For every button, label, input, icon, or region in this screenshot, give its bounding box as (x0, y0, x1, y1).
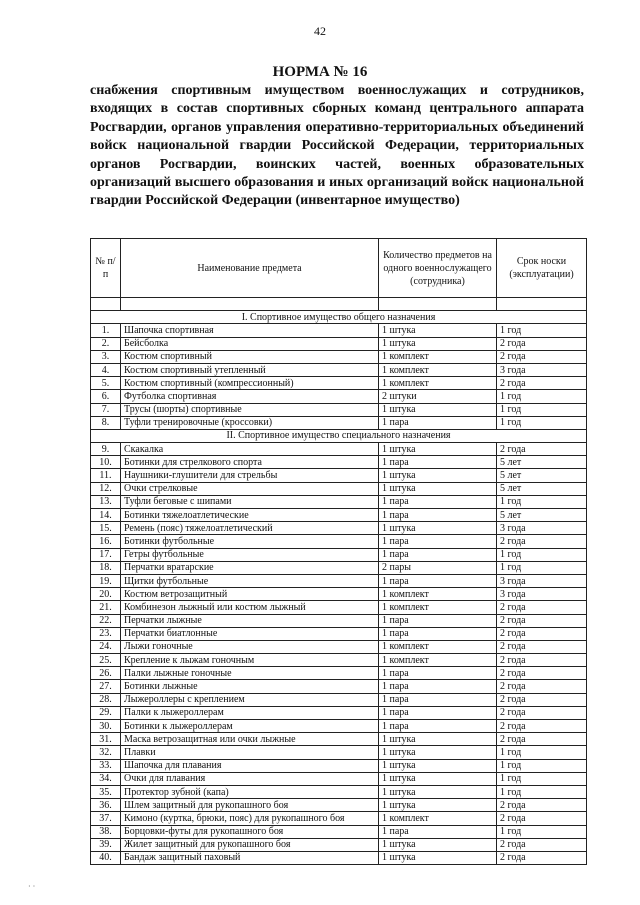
cell-name: Жилет защитный для рукопашного боя (121, 838, 379, 851)
section-title: I. Спортивное имущество общего назначения (91, 311, 587, 324)
cell-num: 15. (91, 522, 121, 535)
table-row (91, 535, 587, 548)
table-row (91, 614, 587, 627)
cell-qty: 1 штука (379, 469, 497, 482)
table-row (91, 627, 587, 640)
cell-num: 1. (91, 324, 121, 337)
cell-name: Костюм спортивный (компрессионный) (121, 377, 379, 390)
cell-name: Трусы (шорты) спортивные (121, 403, 379, 416)
table-row (91, 601, 587, 614)
cell-qty: 1 штука (379, 759, 497, 772)
cell-qty: 1 пара (379, 509, 497, 522)
table-row (91, 759, 587, 772)
cell-qty: 1 пара (379, 416, 497, 429)
cell-name: Футболка спортивная (121, 390, 379, 403)
cell-name: Ботинки лыжные (121, 680, 379, 693)
cell-qty: 1 пара (379, 548, 497, 561)
cell-name: Ботинки футбольные (121, 535, 379, 548)
cell-num: 31. (91, 733, 121, 746)
table-row (91, 363, 587, 376)
table-row (91, 337, 587, 350)
table-row (91, 838, 587, 851)
table-row (91, 403, 587, 416)
table-header-row (91, 239, 587, 298)
cell-qty: 1 комплект (379, 377, 497, 390)
cell-term: 3 года (497, 522, 587, 535)
cell-name: Лыжи гоночные (121, 640, 379, 653)
cell-term: 1 год (497, 324, 587, 337)
cell-name: Маска ветрозащитная или очки лыжные (121, 733, 379, 746)
cell-term: 2 года (497, 851, 587, 864)
cell-term: 3 года (497, 588, 587, 601)
table-row (91, 390, 587, 403)
table-row (91, 588, 587, 601)
header-num: № п/п (91, 239, 121, 298)
cell-term: 2 года (497, 443, 587, 456)
table-row (91, 495, 587, 508)
cell-name: Очки для плавания (121, 772, 379, 785)
cell-qty: 1 комплект (379, 654, 497, 667)
cell-term: 5 лет (497, 456, 587, 469)
cell-num: 38. (91, 825, 121, 838)
cell-term: 5 лет (497, 509, 587, 522)
cell-num: 8. (91, 416, 121, 429)
cell-num: 4. (91, 363, 121, 376)
cell-num: 19. (91, 574, 121, 587)
cell-name: Ремень (пояс) тяжелоатлетический (121, 522, 379, 535)
cell-term: 2 года (497, 377, 587, 390)
cell-name: Бандаж защитный паховый (121, 851, 379, 864)
table-row (91, 469, 587, 482)
cell-qty: 1 пара (379, 706, 497, 719)
section-header-row (91, 429, 587, 442)
cell-name: Туфли тренировочные (кроссовки) (121, 416, 379, 429)
scan-mark: · · (28, 882, 36, 891)
cell-num: 2. (91, 337, 121, 350)
cell-qty: 1 пара (379, 720, 497, 733)
cell-term: 1 год (497, 548, 587, 561)
cell-num: 40. (91, 851, 121, 864)
table-row (91, 746, 587, 759)
cell-qty: 1 пара (379, 825, 497, 838)
section-header-row (91, 311, 587, 324)
cell-num: 27. (91, 680, 121, 693)
table-row (91, 667, 587, 680)
cell-term: 1 год (497, 759, 587, 772)
cell-num: 7. (91, 403, 121, 416)
cell-qty: 1 штука (379, 482, 497, 495)
cell-name: Комбинезон лыжный или костюм лыжный (121, 601, 379, 614)
cell-term: 5 лет (497, 482, 587, 495)
cell-num: 22. (91, 614, 121, 627)
cell-name: Шапочка для плавания (121, 759, 379, 772)
cell-name: Ботинки к лыжероллерам (121, 720, 379, 733)
cell-name: Перчатки биатлонные (121, 627, 379, 640)
cell-qty: 1 пара (379, 456, 497, 469)
header-spacer-row (91, 298, 587, 311)
cell-qty: 1 комплект (379, 350, 497, 363)
cell-term: 2 года (497, 693, 587, 706)
cell-term: 2 года (497, 654, 587, 667)
document-title: НОРМА № 16 (272, 64, 368, 80)
cell-qty: 1 пара (379, 680, 497, 693)
header-name: Наименование предмета (121, 239, 379, 298)
cell-name: Скакалка (121, 443, 379, 456)
cell-term: 1 год (497, 416, 587, 429)
cell-num: 10. (91, 456, 121, 469)
cell-name: Палки лыжные гоночные (121, 667, 379, 680)
cell-num: 20. (91, 588, 121, 601)
table-row (91, 772, 587, 785)
cell-qty: 1 штука (379, 772, 497, 785)
cell-num: 18. (91, 561, 121, 574)
cell-term: 3 года (497, 363, 587, 376)
table-row (91, 825, 587, 838)
table-row (91, 416, 587, 429)
cell-name: Крепление к лыжам гоночным (121, 654, 379, 667)
cell-qty: 1 комплект (379, 601, 497, 614)
cell-num: 33. (91, 759, 121, 772)
norm-table (90, 238, 587, 865)
page-number: 42 (314, 24, 326, 38)
cell-qty: 2 штуки (379, 390, 497, 403)
cell-name: Ботинки для стрелкового спорта (121, 456, 379, 469)
cell-num: 13. (91, 495, 121, 508)
cell-term: 1 год (497, 785, 587, 798)
cell-num: 34. (91, 772, 121, 785)
cell-num: 3. (91, 350, 121, 363)
cell-qty: 1 штука (379, 443, 497, 456)
table-row (91, 509, 587, 522)
cell-qty: 1 пара (379, 495, 497, 508)
cell-qty: 1 пара (379, 574, 497, 587)
cell-num: 39. (91, 838, 121, 851)
cell-num: 28. (91, 693, 121, 706)
cell-name: Кимоно (куртка, брюки, пояс) для рукопашного боя (121, 812, 379, 825)
cell-name: Костюм ветрозащитный (121, 588, 379, 601)
cell-num: 25. (91, 654, 121, 667)
cell-name: Туфли беговые с шипами (121, 495, 379, 508)
cell-qty: 1 пара (379, 667, 497, 680)
cell-term: 2 года (497, 667, 587, 680)
cell-name: Бейсболка (121, 337, 379, 350)
cell-term: 2 года (497, 337, 587, 350)
cell-name: Лыжероллеры с креплением (121, 693, 379, 706)
table-row (91, 733, 587, 746)
cell-qty: 1 штука (379, 746, 497, 759)
cell-num: 9. (91, 443, 121, 456)
table-row (91, 574, 587, 587)
table-row (91, 654, 587, 667)
cell-name: Перчатки вратарские (121, 561, 379, 574)
cell-name: Гетры футбольные (121, 548, 379, 561)
cell-qty: 1 комплект (379, 640, 497, 653)
cell-name: Борцовки-футы для рукопашного боя (121, 825, 379, 838)
cell-term: 2 года (497, 535, 587, 548)
cell-num: 12. (91, 482, 121, 495)
table-row (91, 522, 587, 535)
cell-num: 14. (91, 509, 121, 522)
cell-term: 1 год (497, 561, 587, 574)
table-row (91, 561, 587, 574)
cell-qty: 1 пара (379, 614, 497, 627)
table-row (91, 851, 587, 864)
table-row (91, 693, 587, 706)
cell-name: Перчатки лыжные (121, 614, 379, 627)
cell-term: 2 года (497, 350, 587, 363)
cell-term: 2 года (497, 614, 587, 627)
cell-term: 2 года (497, 838, 587, 851)
cell-num: 36. (91, 799, 121, 812)
cell-qty: 1 пара (379, 627, 497, 640)
cell-num: 21. (91, 601, 121, 614)
cell-num: 17. (91, 548, 121, 561)
table-row (91, 456, 587, 469)
cell-qty: 1 комплект (379, 363, 497, 376)
cell-qty: 1 штука (379, 785, 497, 798)
cell-num: 26. (91, 667, 121, 680)
cell-name: Наушники-глушители для стрельбы (121, 469, 379, 482)
table-row (91, 706, 587, 719)
cell-qty: 2 пары (379, 561, 497, 574)
cell-qty: 1 штука (379, 851, 497, 864)
header-term: Срок носки (эксплуатации) (497, 239, 587, 298)
cell-term: 2 года (497, 640, 587, 653)
cell-num: 35. (91, 785, 121, 798)
cell-num: 30. (91, 720, 121, 733)
cell-term: 1 год (497, 746, 587, 759)
cell-term: 5 лет (497, 469, 587, 482)
cell-name: Протектор зубной (капа) (121, 785, 379, 798)
table-row (91, 377, 587, 390)
cell-name: Костюм спортивный утепленный (121, 363, 379, 376)
cell-term: 2 года (497, 799, 587, 812)
cell-term: 2 года (497, 720, 587, 733)
table-row (91, 350, 587, 363)
cell-term: 2 года (497, 812, 587, 825)
header-qty: Количество предметов на одного военнослужащего (сотрудника) (379, 239, 497, 298)
document-subtitle: снабжения спортивным имуществом военнослужащих и сотрудников, входящих в состав спортивных сборных команд центрального аппарата Росгвардии, органов управления оперативно-территориальных объединений войск национальной гвардии Российской Федерации, территориальных органов Росгвардии, воинских частей, военных образовательных организаций высшего образования и иных организаций войск национальной гвардии Российской Федерации (инвентарное имущество) (90, 83, 584, 209)
cell-qty: 1 штука (379, 337, 497, 350)
cell-name: Плавки (121, 746, 379, 759)
cell-qty: 1 пара (379, 693, 497, 706)
cell-qty: 1 штука (379, 799, 497, 812)
cell-term: 2 года (497, 706, 587, 719)
cell-term: 2 года (497, 627, 587, 640)
cell-qty: 1 штука (379, 838, 497, 851)
cell-qty: 1 штука (379, 522, 497, 535)
table-row (91, 812, 587, 825)
cell-qty: 1 штука (379, 324, 497, 337)
cell-num: 29. (91, 706, 121, 719)
cell-qty: 1 штука (379, 403, 497, 416)
table-row (91, 680, 587, 693)
cell-term: 1 год (497, 495, 587, 508)
cell-qty: 1 пара (379, 535, 497, 548)
cell-num: 6. (91, 390, 121, 403)
table-row (91, 720, 587, 733)
cell-name: Шлем защитный для рукопашного боя (121, 799, 379, 812)
cell-name: Щитки футбольные (121, 574, 379, 587)
cell-num: 5. (91, 377, 121, 390)
cell-term: 3 года (497, 574, 587, 587)
cell-term: 1 год (497, 403, 587, 416)
cell-qty: 1 штука (379, 733, 497, 746)
table-row (91, 799, 587, 812)
cell-num: 24. (91, 640, 121, 653)
cell-name: Ботинки тяжелоатлетические (121, 509, 379, 522)
cell-term: 2 года (497, 733, 587, 746)
cell-num: 11. (91, 469, 121, 482)
cell-name: Шапочка спортивная (121, 324, 379, 337)
cell-name: Костюм спортивный (121, 350, 379, 363)
section-title: II. Спортивное имущество специального назначения (91, 429, 587, 442)
cell-num: 32. (91, 746, 121, 759)
cell-num: 16. (91, 535, 121, 548)
table-row (91, 785, 587, 798)
table-row (91, 548, 587, 561)
table-body (91, 311, 587, 865)
table-row (91, 443, 587, 456)
table-row (91, 324, 587, 337)
cell-qty: 1 комплект (379, 812, 497, 825)
table-row (91, 640, 587, 653)
cell-term: 1 год (497, 390, 587, 403)
table-row (91, 482, 587, 495)
cell-qty: 1 комплект (379, 588, 497, 601)
cell-name: Очки стрелковые (121, 482, 379, 495)
cell-term: 2 года (497, 601, 587, 614)
cell-term: 1 год (497, 772, 587, 785)
cell-num: 23. (91, 627, 121, 640)
cell-term: 1 год (497, 825, 587, 838)
cell-term: 2 года (497, 680, 587, 693)
cell-num: 37. (91, 812, 121, 825)
cell-name: Палки к лыжероллерам (121, 706, 379, 719)
